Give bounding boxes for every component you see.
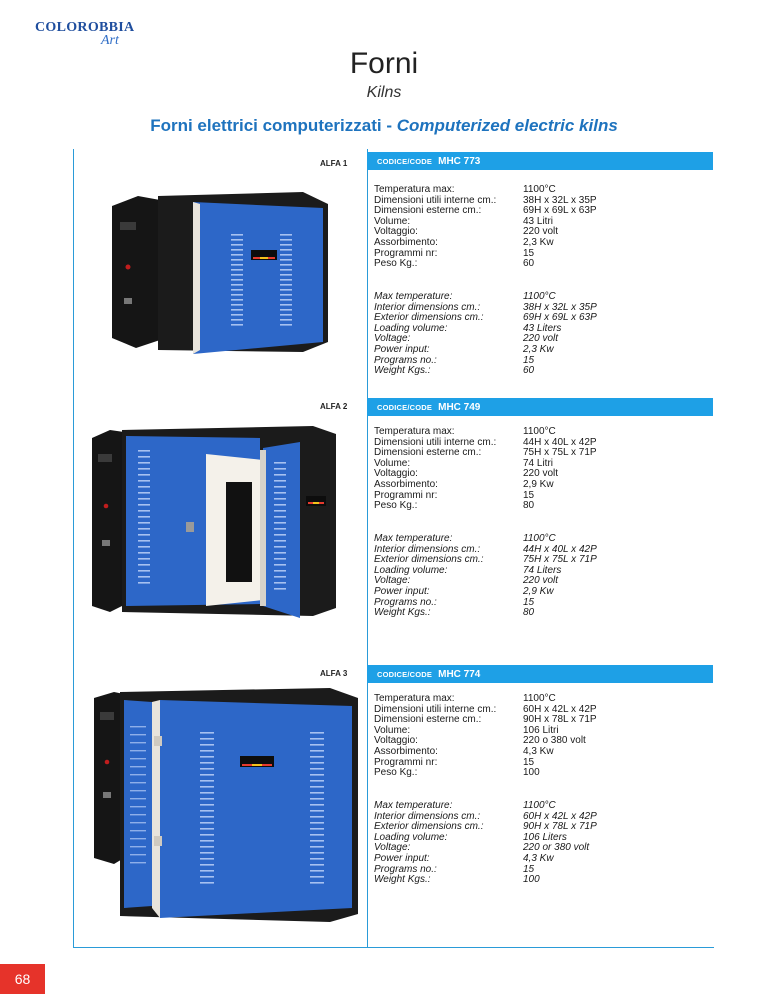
spec-value: 38H x 32L x 35P bbox=[523, 194, 597, 206]
spec-value: 220 volt bbox=[523, 575, 559, 587]
page-number: 68 bbox=[0, 964, 45, 994]
spec-key: Assorbimento: bbox=[374, 479, 438, 490]
switch bbox=[102, 540, 110, 546]
spec-value: 15 bbox=[523, 354, 535, 366]
spec-key: Assorbimento: bbox=[374, 746, 438, 757]
spec-key: Programmi nr: bbox=[374, 247, 438, 259]
spec-key: Weight Kgs.: bbox=[374, 874, 431, 886]
spec-key: Power input: bbox=[374, 344, 430, 355]
door-hinge bbox=[154, 836, 162, 846]
spec-value: 15 bbox=[523, 863, 535, 875]
spec-value: 80 bbox=[523, 607, 535, 619]
spec-value: 60 bbox=[523, 258, 535, 270]
spec-key: Dimensioni utili interne cm.: bbox=[374, 436, 497, 448]
spec-key: Exterior dimensions cm.: bbox=[374, 554, 484, 566]
spec-value: 2,9 Kw bbox=[523, 479, 554, 490]
switch bbox=[103, 792, 111, 798]
kiln-photo-alfa-1 bbox=[108, 182, 336, 357]
spec-value: 1100°C bbox=[523, 693, 556, 704]
spec-key: Max temperature: bbox=[374, 533, 453, 544]
spec-value: 1100°C bbox=[523, 533, 556, 544]
spec-value: 2,9 Kw bbox=[523, 586, 554, 597]
spec-key: Programs no.: bbox=[374, 596, 437, 608]
spec-key: Interior dimensions cm.: bbox=[374, 301, 481, 313]
spec-value: 220 volt bbox=[523, 333, 559, 345]
code-bar bbox=[367, 152, 713, 170]
spec-value: 80 bbox=[523, 500, 535, 512]
spec-key: Interior dimensions cm.: bbox=[374, 543, 481, 555]
section-heading bbox=[0, 116, 768, 136]
spec-key: Programmi nr: bbox=[374, 489, 438, 501]
spec-value: 100 bbox=[523, 767, 540, 779]
spec-key: Volume: bbox=[374, 724, 411, 736]
spec-value: 43 Liters bbox=[523, 322, 562, 334]
page-subtitle: Kilns bbox=[366, 84, 402, 101]
spec-value: 220 volt bbox=[523, 468, 559, 480]
spec-value: 60H x 42L x 42P bbox=[523, 703, 597, 715]
spec-value: 44H x 40L x 42P bbox=[523, 543, 597, 555]
kiln-side-panel bbox=[124, 700, 152, 908]
spec-value: 74 Litri bbox=[523, 457, 554, 469]
spec-key: Exterior dimensions cm.: bbox=[374, 312, 484, 324]
spec-key: Power input: bbox=[374, 853, 430, 864]
spec-value: 60 bbox=[523, 365, 535, 377]
power-button bbox=[126, 265, 131, 270]
spec-key: Peso Kg.: bbox=[374, 767, 418, 779]
code-value: MHC 749 bbox=[438, 402, 481, 413]
brand-sub: Art bbox=[101, 33, 119, 48]
spec-value: 15 bbox=[523, 596, 535, 608]
spec-value: 38H x 32L x 35P bbox=[523, 301, 597, 313]
power-button bbox=[104, 504, 109, 509]
spec-value: 90H x 78L x 71P bbox=[523, 821, 597, 833]
spec-value: 75H x 75L x 71P bbox=[523, 554, 597, 566]
switch bbox=[124, 298, 132, 304]
spec-value: 75H x 75L x 71P bbox=[523, 447, 597, 459]
brand-plate bbox=[306, 496, 326, 506]
spec-key: Power input: bbox=[374, 586, 430, 597]
spec-key: Volume: bbox=[374, 215, 411, 227]
spec-value: 4,3 Kw bbox=[523, 853, 554, 864]
kiln-chamber bbox=[226, 482, 252, 582]
section-heading-en: Computerized electric kilns bbox=[396, 116, 618, 135]
spec-key: Voltaggio: bbox=[374, 735, 418, 747]
spec-key: Weight Kgs.: bbox=[374, 607, 431, 619]
spec-value: 220 o 380 volt bbox=[523, 735, 586, 747]
page-title: Forni bbox=[349, 47, 419, 80]
spec-key: Dimensioni utili interne cm.: bbox=[374, 194, 497, 206]
column-divider bbox=[367, 149, 368, 947]
spec-key: Max temperature: bbox=[374, 800, 453, 811]
spec-key: Voltaggio: bbox=[374, 226, 418, 238]
spec-key: Max temperature: bbox=[374, 291, 453, 302]
spec-value: 1100°C bbox=[523, 426, 556, 437]
power-button bbox=[105, 760, 110, 765]
spec-key: Interior dimensions cm.: bbox=[374, 810, 481, 822]
code-label: CODICE/CODE bbox=[377, 157, 433, 166]
model-label: ALFA 3 bbox=[320, 669, 348, 678]
spec-value: 106 Litri bbox=[523, 724, 559, 736]
spec-key: Exterior dimensions cm.: bbox=[374, 821, 484, 833]
spec-value: 60H x 42L x 42P bbox=[523, 810, 597, 822]
spec-value: 100 bbox=[523, 874, 540, 886]
kiln-photo-alfa-2 bbox=[88, 420, 350, 620]
kiln-door bbox=[193, 202, 323, 354]
spec-value: 44H x 40L x 42P bbox=[523, 436, 597, 448]
spec-value: 15 bbox=[523, 247, 535, 259]
model-label: ALFA 1 bbox=[320, 159, 348, 168]
spec-key: Programs no.: bbox=[374, 863, 437, 875]
code-label: CODICE/CODE bbox=[377, 670, 433, 679]
spec-key: Loading volume: bbox=[374, 322, 448, 334]
spec-value: 2,3 Kw bbox=[523, 344, 554, 355]
spec-key: Dimensioni esterne cm.: bbox=[374, 447, 482, 459]
display-screen bbox=[98, 454, 112, 462]
door-latch bbox=[186, 522, 194, 532]
display-screen bbox=[100, 712, 114, 720]
spec-value: 43 Litri bbox=[523, 215, 554, 227]
spec-key: Programmi nr: bbox=[374, 756, 438, 768]
code-value: MHC 773 bbox=[438, 156, 481, 167]
code-label: CODICE/CODE bbox=[377, 403, 433, 412]
door-hinge bbox=[154, 736, 162, 746]
spec-key: Weight Kgs.: bbox=[374, 365, 431, 377]
spec-key: Voltage: bbox=[374, 333, 411, 345]
spec-value: 1100°C bbox=[523, 800, 556, 811]
spec-key: Peso Kg.: bbox=[374, 258, 418, 270]
spec-value: 1100°C bbox=[523, 184, 556, 195]
spec-value: 69H x 69L x 63P bbox=[523, 205, 597, 217]
spec-value: 1100°C bbox=[523, 291, 556, 302]
spec-value: 74 Liters bbox=[523, 564, 562, 576]
spec-value: 220 or 380 volt bbox=[523, 842, 590, 854]
display-screen bbox=[120, 222, 136, 230]
spec-key: Voltaggio: bbox=[374, 468, 418, 480]
spec-key: Temperatura max: bbox=[374, 184, 455, 195]
code-bar bbox=[367, 398, 713, 416]
spec-key: Dimensioni esterne cm.: bbox=[374, 714, 482, 726]
spec-key: Temperatura max: bbox=[374, 426, 455, 437]
spec-key: Programs no.: bbox=[374, 354, 437, 366]
spec-value: 15 bbox=[523, 756, 535, 768]
spec-key: Temperatura max: bbox=[374, 693, 455, 704]
spec-key: Dimensioni utili interne cm.: bbox=[374, 703, 497, 715]
model-label: ALFA 2 bbox=[320, 402, 348, 411]
control-panel bbox=[112, 196, 160, 348]
code-bar bbox=[367, 665, 713, 683]
spec-key: Volume: bbox=[374, 457, 411, 469]
spec-key: Voltage: bbox=[374, 575, 411, 587]
spec-value: 15 bbox=[523, 489, 535, 501]
code-value: MHC 774 bbox=[438, 669, 481, 680]
spec-key: Peso Kg.: bbox=[374, 500, 418, 512]
spec-value: 106 Liters bbox=[523, 831, 567, 843]
spec-value: 90H x 78L x 71P bbox=[523, 714, 597, 726]
brand-name: COLOROBBIA bbox=[35, 20, 135, 35]
spec-key: Voltage: bbox=[374, 842, 411, 854]
spec-value: 4,3 Kw bbox=[523, 746, 554, 757]
spec-key: Assorbimento: bbox=[374, 237, 438, 248]
spec-value: 69H x 69L x 63P bbox=[523, 312, 597, 324]
spec-key: Loading volume: bbox=[374, 831, 448, 843]
spec-key: Loading volume: bbox=[374, 564, 448, 576]
section-heading-it: Forni elettrici computerizzati - bbox=[150, 116, 397, 135]
spec-value: 2,3 Kw bbox=[523, 237, 554, 248]
kiln-photo-alfa-3 bbox=[90, 686, 362, 924]
spec-value: 220 volt bbox=[523, 226, 559, 238]
spec-key: Dimensioni esterne cm.: bbox=[374, 205, 482, 217]
